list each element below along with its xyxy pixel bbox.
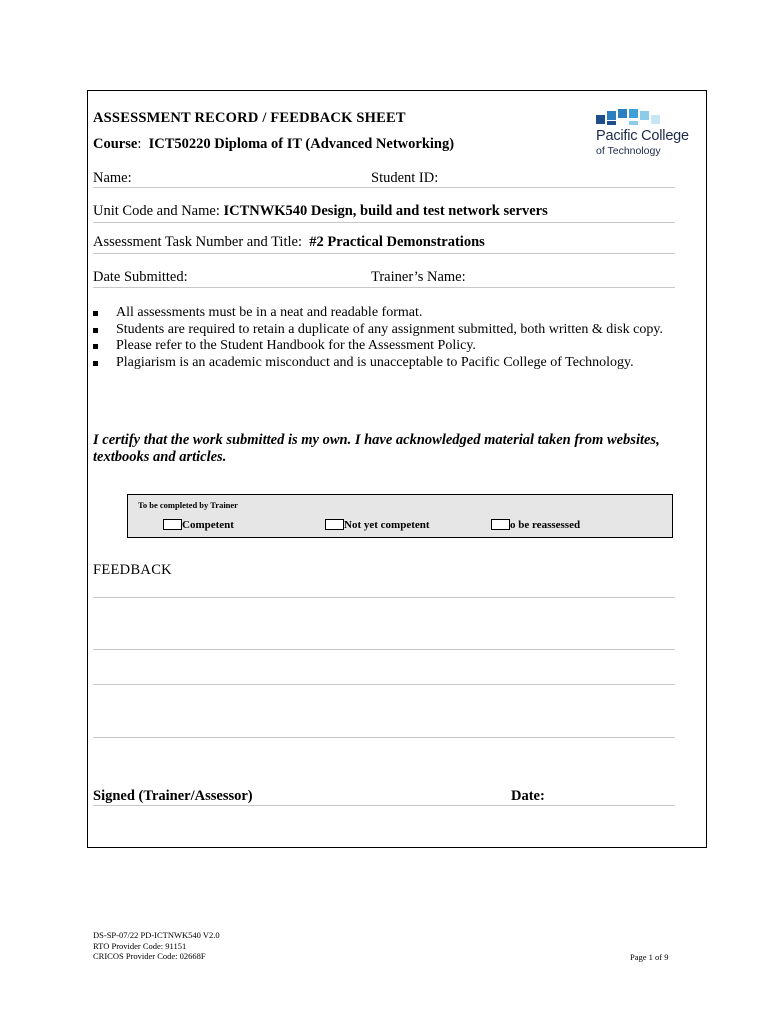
feedback-line	[93, 737, 675, 738]
date-label: Date:	[511, 788, 545, 804]
footer-doc-code: DS-SP-07/22 PD-ICTNWK540 V2.0	[93, 930, 220, 940]
reassessed-label: o be reassessed	[510, 519, 581, 531]
logo-name: Pacific College	[596, 128, 689, 144]
signature-underline	[93, 805, 675, 806]
date-submitted-label: Date Submitted:	[93, 269, 188, 285]
unit-line	[93, 203, 548, 220]
logo-square	[607, 121, 616, 125]
trainer-name-label: Trainer’s Name:	[371, 269, 466, 285]
option-reassessed	[491, 519, 580, 531]
bullet-icon	[93, 311, 98, 316]
logo-square	[629, 109, 638, 118]
list-item: Please refer to the Student Handbook for the Assessment Policy.	[93, 338, 673, 355]
not-yet-competent-checkbox[interactable]	[325, 519, 344, 530]
bullet-icon	[93, 328, 98, 333]
logo-square	[640, 111, 649, 120]
feedback-line	[93, 597, 675, 598]
not-yet-competent-label: Not yet competent	[344, 519, 430, 531]
logo-square	[618, 109, 627, 118]
unit-label: Unit Code and Name:	[93, 203, 220, 219]
date-underline	[93, 287, 675, 288]
student-id-label: Student ID:	[371, 170, 439, 186]
rules-list	[93, 305, 673, 371]
logo-square	[651, 115, 660, 124]
logo-square	[607, 111, 616, 120]
page-number: Page 1 of 9	[630, 952, 669, 962]
name-underline	[93, 187, 675, 188]
document-footer	[93, 930, 220, 962]
footer-cricos-code: CRICOS Provider Code: 02668F	[93, 951, 206, 961]
name-label: Name:	[93, 170, 132, 186]
trainer-box-heading: To be completed by Trainer	[138, 500, 238, 510]
footer-rto-code: RTO Provider Code: 91151	[93, 940, 187, 951]
feedback-heading: FEEDBACK	[93, 562, 172, 578]
competent-label: Competent	[182, 519, 234, 531]
logo-square	[596, 115, 605, 124]
trainer-assessment-box	[127, 494, 673, 538]
list-item: Plagiarism is an academic misconduct and is unacceptable to Pacific College of Technology.	[93, 355, 673, 372]
logo-subtitle: of Technology	[596, 145, 661, 157]
logo-square	[629, 121, 638, 125]
feedback-line	[93, 684, 675, 685]
bullet-icon	[93, 361, 98, 366]
option-not-yet-competent	[325, 519, 430, 531]
unit-value: ICTNWK540 Design, build and test network servers	[223, 203, 548, 219]
course-value: ICT50220 Diploma of IT (Advanced Networking)	[148, 136, 455, 152]
task-line	[93, 234, 485, 251]
course-line: Course: ICT50220 Diploma of IT (Advanced Networking)	[93, 136, 455, 152]
course-label: Course	[93, 136, 138, 152]
pacific-college-logo	[596, 108, 706, 158]
reassessed-checkbox[interactable]	[491, 519, 510, 530]
list-item: Students are required to retain a duplicate of any assignment submitted, both written & disk copy.	[93, 322, 673, 339]
task-label: Assessment Task Number and Title:	[93, 234, 302, 250]
bullet-icon	[93, 344, 98, 349]
feedback-line	[93, 649, 675, 650]
unit-underline	[93, 222, 675, 223]
list-item: All assessments must be in a neat and readable format.	[93, 305, 673, 322]
form-title: ASSESSMENT RECORD / FEEDBACK SHEET	[93, 110, 406, 126]
competent-checkbox[interactable]	[163, 519, 182, 530]
option-competent	[163, 519, 234, 531]
task-value: #2 Practical Demonstrations	[309, 234, 485, 250]
certification-statement: I certify that the work submitted is my own. I have acknowledged material taken from websites, textbooks and articles.	[93, 432, 660, 465]
signed-label: Signed (Trainer/Assessor)	[93, 788, 253, 804]
task-underline	[93, 253, 675, 254]
